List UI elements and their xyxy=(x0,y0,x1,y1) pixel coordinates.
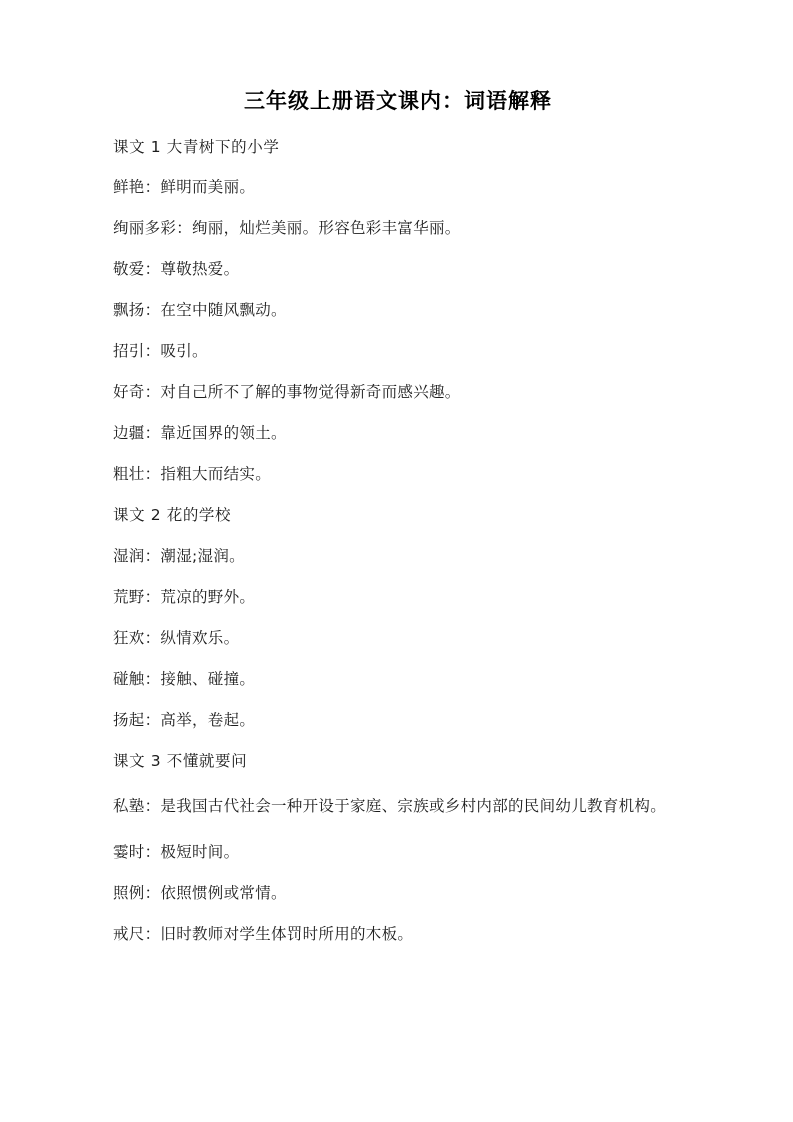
vocabulary-entry: 绚丽多彩：绚丽，灿烂美丽。形容色彩丰富华丽。 xyxy=(113,219,461,238)
lesson-heading: 课文 2 花的学校 xyxy=(113,506,232,525)
vocabulary-entry: 扬起：高举，卷起。 xyxy=(113,711,256,730)
document-body xyxy=(113,86,683,964)
vocabulary-entry: 好奇：对自己所不了解的事物觉得新奇而感兴趣。 xyxy=(113,383,461,402)
vocabulary-entry: 荒野：荒凉的野外。 xyxy=(113,588,256,607)
document-lines xyxy=(113,136,683,946)
lesson-heading: 课文 3 不懂就要问 xyxy=(113,752,248,771)
vocabulary-entry: 霎时：极短时间。 xyxy=(113,843,240,862)
lesson-heading: 课文 1 大青树下的小学 xyxy=(113,137,280,156)
vocabulary-entry: 碰触：接触、碰撞。 xyxy=(113,670,256,689)
vocabulary-entry: 边疆：靠近国界的领土。 xyxy=(113,424,287,443)
vocabulary-entry: 敬爱：尊敬热爱。 xyxy=(113,260,240,279)
vocabulary-entry: 湿润：潮湿;湿润。 xyxy=(113,547,245,566)
vocabulary-entry: 狂欢：纵情欢乐。 xyxy=(113,629,240,648)
vocabulary-entry: 招引：吸引。 xyxy=(113,342,208,361)
vocabulary-entry: 照例：依照惯例或常情。 xyxy=(113,884,287,903)
vocabulary-entry: 飘扬：在空中随风飘动。 xyxy=(113,301,287,320)
vocabulary-entry: 戒尺：旧时教师对学生体罚时所用的木板。 xyxy=(113,925,414,944)
page-title: 三年级上册语文课内：词语解释 xyxy=(244,89,552,113)
vocabulary-entry: 私塾：是我国古代社会一种开设于家庭、宗族或乡村内部的民间幼儿教育机构。 xyxy=(113,797,667,815)
vocabulary-entry: 粗壮：指粗大而结实。 xyxy=(113,465,272,484)
vocabulary-entry: 鲜艳：鲜明而美丽。 xyxy=(113,178,256,197)
